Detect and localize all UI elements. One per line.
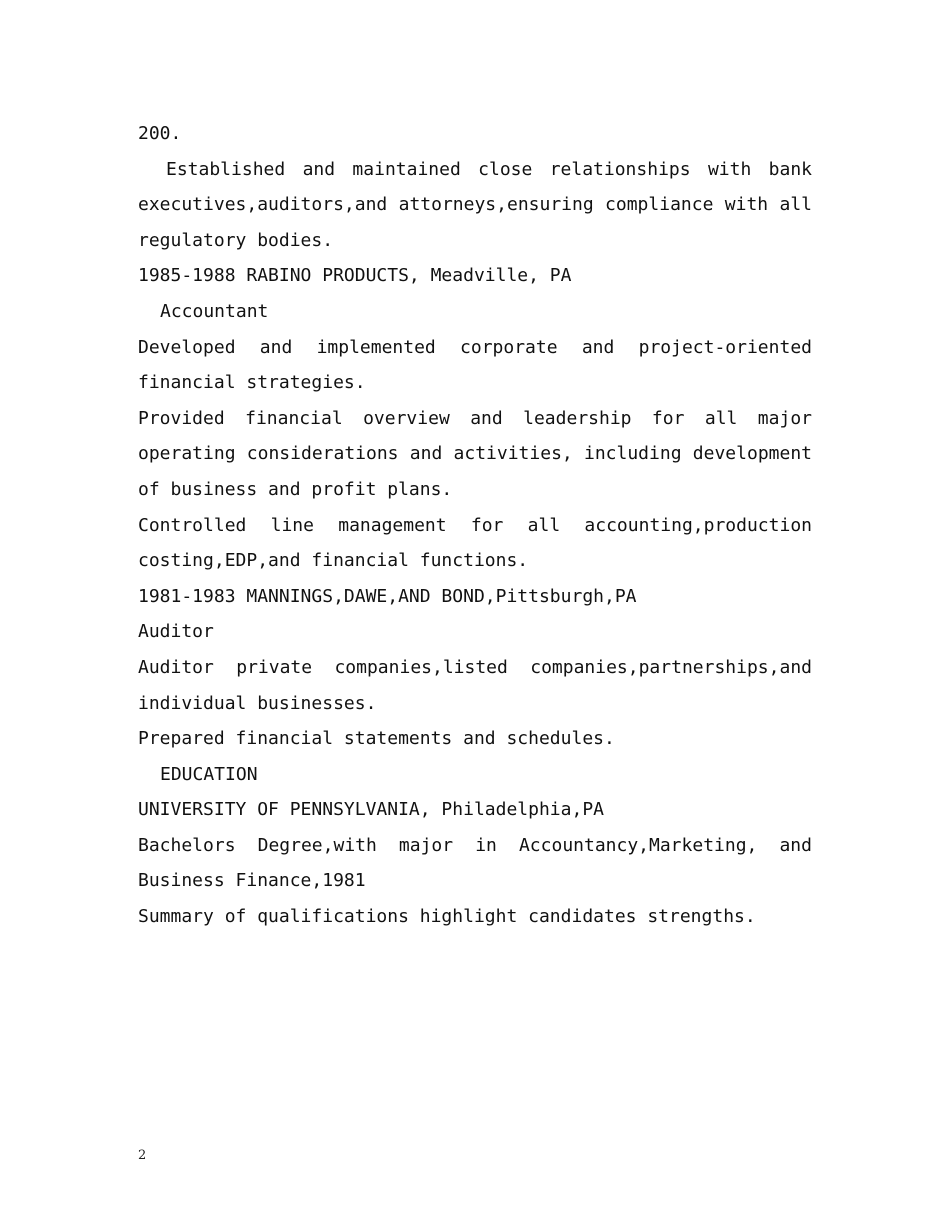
text-line: regulatory bodies.	[138, 229, 334, 251]
job-heading-mannings: 1981-1983 MANNINGS,DAWE,AND BOND,Pittsburgh,PA	[138, 585, 637, 607]
text-line: Developed and implemented corporate and project-oriented	[138, 336, 812, 358]
page-number: 2	[138, 1148, 147, 1163]
text-line: individual businesses.	[138, 692, 377, 714]
summary-line: Summary of qualifications highlight candidates strengths.	[138, 906, 756, 928]
text-line: Business Finance,1981	[138, 870, 366, 892]
section-heading-education: EDUCATION	[160, 763, 258, 785]
job-title-auditor: Auditor	[138, 621, 214, 643]
text-line: Provided financial overview and leadership for all major	[138, 407, 812, 429]
text-line: 200.	[138, 123, 182, 144]
document-body	[138, 116, 812, 935]
text-line: Auditor private companies,listed companies,partnerships,and	[138, 656, 812, 678]
school-heading: UNIVERSITY OF PENNSYLVANIA, Philadelphia,PA	[138, 799, 604, 821]
text-line: financial strategies.	[138, 372, 366, 394]
job-heading-rabino: 1985-1988 RABINO PRODUCTS, Meadville, PA	[138, 265, 572, 287]
text-line: Prepared financial statements and schedules.	[138, 728, 615, 750]
text-line: costing,EDP,and financial functions.	[138, 550, 529, 572]
text-line: executives,auditors,and attorneys,ensuring compliance with all	[138, 194, 812, 216]
job-title-accountant: Accountant	[160, 300, 269, 322]
text-line: operating considerations and activities, including development	[138, 443, 812, 465]
text-line: Bachelors Degree,with major in Accountancy,Marketing, and	[138, 834, 812, 856]
text-line: Controlled line management for all accounting,production	[138, 514, 812, 536]
text-line: Established and maintained close relationships with bank	[166, 158, 812, 180]
text-line: of business and profit plans.	[138, 478, 453, 500]
